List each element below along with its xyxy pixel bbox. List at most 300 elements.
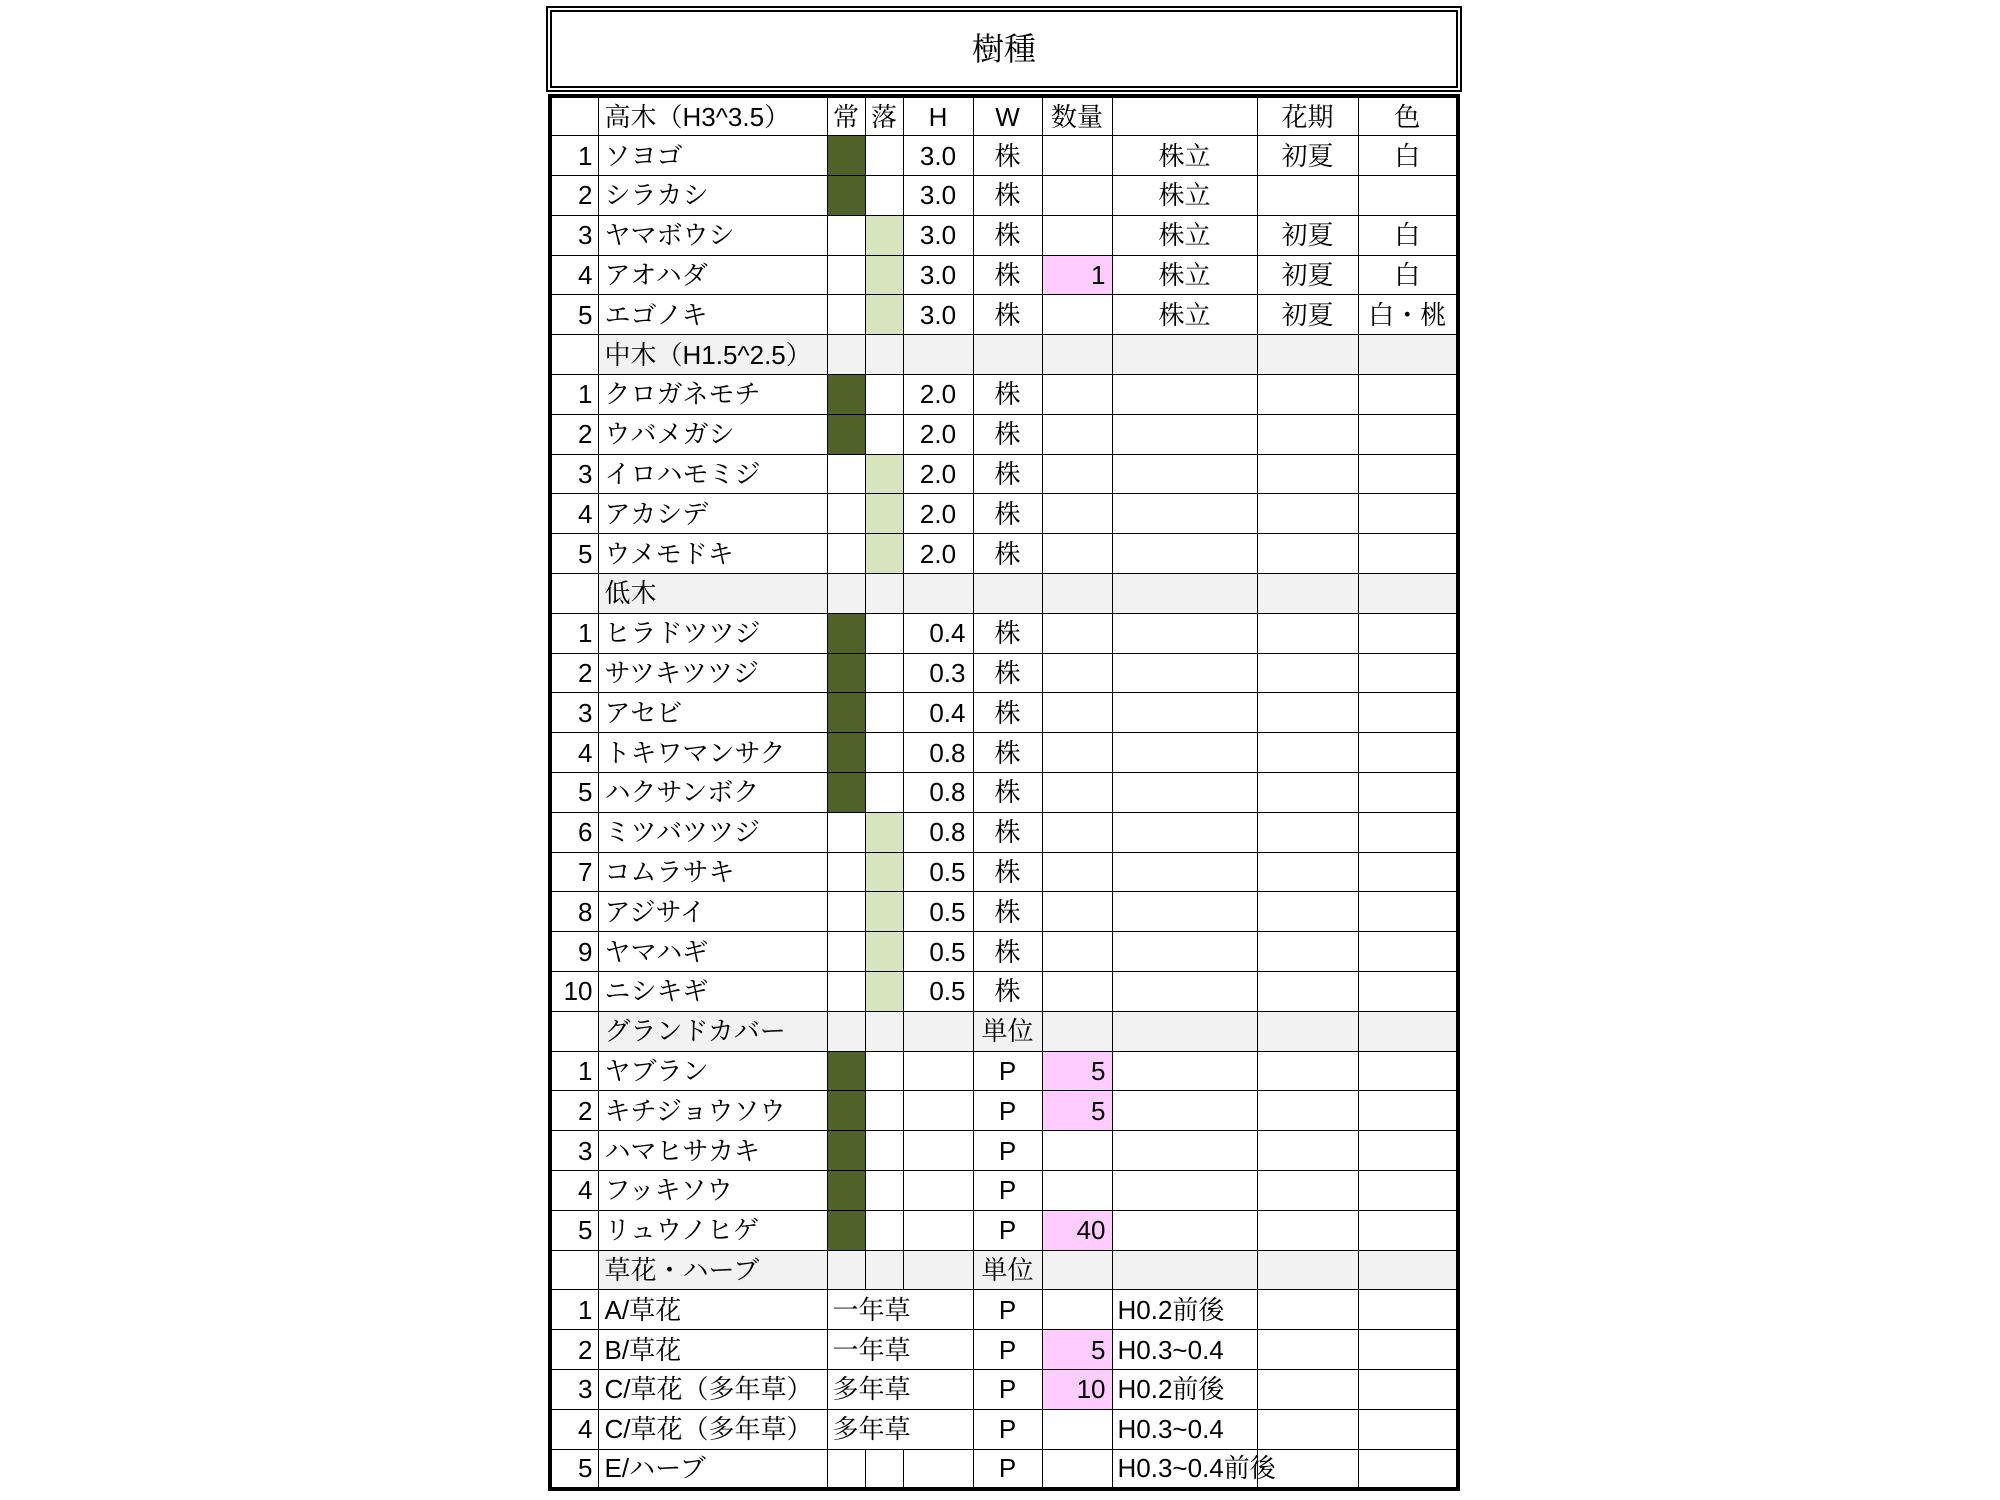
unit-cell: 株 bbox=[973, 454, 1042, 494]
quantity-cell bbox=[1042, 1409, 1112, 1449]
bloom-season-cell bbox=[1257, 1131, 1358, 1171]
flower-color-cell bbox=[1358, 534, 1458, 574]
table-row bbox=[550, 1131, 1458, 1171]
flower-color-cell bbox=[1358, 375, 1458, 415]
evergreen-mark bbox=[827, 1051, 865, 1091]
evergreen-header bbox=[827, 1011, 865, 1051]
deciduous-mark bbox=[865, 613, 903, 653]
row-number: 1 bbox=[550, 136, 598, 176]
form-header bbox=[1112, 574, 1257, 614]
deciduous-mark bbox=[865, 1449, 903, 1489]
table-row bbox=[550, 812, 1458, 852]
plant-name: サツキツツジ bbox=[598, 653, 827, 693]
sheet-title: 樹種 bbox=[971, 31, 1036, 67]
table-row bbox=[550, 892, 1458, 932]
deciduous-header bbox=[865, 574, 903, 614]
unit-cell: P bbox=[973, 1171, 1042, 1211]
flower-color-header: 色 bbox=[1358, 96, 1458, 136]
bloom-season-cell bbox=[1257, 1091, 1358, 1131]
table-row bbox=[550, 1290, 1458, 1330]
plant-name: リュウノヒゲ bbox=[598, 1210, 827, 1250]
flower-color-header bbox=[1358, 1011, 1458, 1051]
quantity-header bbox=[1042, 1250, 1112, 1290]
row-number: 9 bbox=[550, 932, 598, 972]
evergreen-mark bbox=[827, 1210, 865, 1250]
plant-name: ウメモドキ bbox=[598, 534, 827, 574]
deciduous-mark bbox=[865, 773, 903, 813]
height-cell: 3.0 bbox=[903, 176, 973, 216]
section-header-row bbox=[550, 1250, 1458, 1290]
height-cell: 0.5 bbox=[903, 892, 973, 932]
header-number-cell bbox=[550, 96, 598, 136]
bloom-season-cell bbox=[1257, 1051, 1358, 1091]
row-number: 5 bbox=[550, 773, 598, 813]
height-cell: 2.0 bbox=[903, 454, 973, 494]
evergreen-mark bbox=[827, 852, 865, 892]
plant-name: キチジョウソウ bbox=[598, 1091, 827, 1131]
bloom-season-cell: 初夏 bbox=[1257, 136, 1358, 176]
row-number: 7 bbox=[550, 852, 598, 892]
flower-color-cell bbox=[1358, 972, 1458, 1012]
form-cell: 株立 bbox=[1112, 215, 1257, 255]
table-row bbox=[550, 773, 1458, 813]
unit-cell: P bbox=[973, 1449, 1042, 1489]
deciduous-mark bbox=[865, 454, 903, 494]
flower-color-cell bbox=[1358, 1449, 1458, 1489]
table-row bbox=[550, 255, 1458, 295]
evergreen-header bbox=[827, 1250, 865, 1290]
unit-cell: 株 bbox=[973, 494, 1042, 534]
quantity-cell bbox=[1042, 812, 1112, 852]
deciduous-mark bbox=[865, 1210, 903, 1250]
bloom-season-cell bbox=[1257, 852, 1358, 892]
unit-cell: 株 bbox=[973, 852, 1042, 892]
deciduous-mark bbox=[865, 812, 903, 852]
section-label: 草花・ハーブ bbox=[598, 1250, 827, 1290]
evergreen-mark bbox=[827, 1091, 865, 1131]
unit-cell: P bbox=[973, 1409, 1042, 1449]
table-row bbox=[550, 653, 1458, 693]
table-row bbox=[550, 972, 1458, 1012]
quantity-header bbox=[1042, 1011, 1112, 1051]
height-cell: 3.0 bbox=[903, 295, 973, 335]
header-number-cell bbox=[550, 335, 598, 375]
bloom-season-cell bbox=[1257, 812, 1358, 852]
height-cell bbox=[903, 1171, 973, 1211]
evergreen-mark bbox=[827, 1449, 865, 1489]
plant-name: ヤマボウシ bbox=[598, 215, 827, 255]
row-number: 3 bbox=[550, 215, 598, 255]
unit-cell: P bbox=[973, 1290, 1042, 1330]
bloom-season-cell bbox=[1257, 972, 1358, 1012]
bloom-season-cell bbox=[1257, 1409, 1358, 1449]
form-cell bbox=[1112, 1131, 1257, 1171]
flower-color-cell bbox=[1358, 1210, 1458, 1250]
form-header bbox=[1112, 96, 1257, 136]
flower-color-cell bbox=[1358, 1330, 1458, 1370]
deciduous-mark bbox=[865, 1051, 903, 1091]
row-number: 4 bbox=[550, 1171, 598, 1211]
quantity-cell: 1 bbox=[1042, 255, 1112, 295]
header-number-cell bbox=[550, 574, 598, 614]
quantity-cell: 40 bbox=[1042, 1210, 1112, 1250]
row-number: 1 bbox=[550, 613, 598, 653]
evergreen-mark bbox=[827, 494, 865, 534]
flower-color-cell bbox=[1358, 1091, 1458, 1131]
table-row bbox=[550, 454, 1458, 494]
flower-color-cell: 白 bbox=[1358, 136, 1458, 176]
evergreen-mark bbox=[827, 693, 865, 733]
bloom-season-cell bbox=[1257, 454, 1358, 494]
unit-header bbox=[973, 574, 1042, 614]
unit-cell: 株 bbox=[973, 972, 1042, 1012]
deciduous-header bbox=[865, 1011, 903, 1051]
form-cell bbox=[1112, 454, 1257, 494]
flower-color-header bbox=[1358, 1250, 1458, 1290]
bloom-season-cell bbox=[1257, 494, 1358, 534]
form-cell bbox=[1112, 375, 1257, 415]
deciduous-mark bbox=[865, 693, 903, 733]
row-number: 2 bbox=[550, 653, 598, 693]
bloom-season-cell bbox=[1257, 1330, 1358, 1370]
quantity-cell: 5 bbox=[1042, 1330, 1112, 1370]
table-row bbox=[550, 1449, 1458, 1489]
form-cell bbox=[1112, 812, 1257, 852]
flower-color-cell bbox=[1358, 1051, 1458, 1091]
deciduous-mark bbox=[865, 136, 903, 176]
quantity-cell bbox=[1042, 1290, 1112, 1330]
table-row bbox=[550, 932, 1458, 972]
quantity-cell: 5 bbox=[1042, 1091, 1112, 1131]
bloom-season-header bbox=[1257, 335, 1358, 375]
deciduous-mark bbox=[865, 852, 903, 892]
plant-name: A/草花 bbox=[598, 1290, 827, 1330]
row-number: 6 bbox=[550, 812, 598, 852]
row-number: 5 bbox=[550, 295, 598, 335]
form-cell: 株立 bbox=[1112, 255, 1257, 295]
unit-cell: P bbox=[973, 1131, 1042, 1171]
flower-color-cell bbox=[1358, 414, 1458, 454]
bloom-season-header bbox=[1257, 574, 1358, 614]
flower-color-cell bbox=[1358, 1409, 1458, 1449]
table-row bbox=[550, 613, 1458, 653]
evergreen-mark bbox=[827, 653, 865, 693]
unit-cell: 株 bbox=[973, 613, 1042, 653]
evergreen-mark bbox=[827, 534, 865, 574]
height-cell bbox=[903, 1091, 973, 1131]
row-number: 3 bbox=[550, 1370, 598, 1410]
quantity-cell bbox=[1042, 534, 1112, 574]
deciduous-mark bbox=[865, 972, 903, 1012]
unit-cell: 株 bbox=[973, 295, 1042, 335]
quantity-cell bbox=[1042, 733, 1112, 773]
form-cell bbox=[1112, 653, 1257, 693]
unit-cell: 株 bbox=[973, 215, 1042, 255]
plant-name: トキワマンサク bbox=[598, 733, 827, 773]
flower-color-cell bbox=[1358, 932, 1458, 972]
table-row bbox=[550, 494, 1458, 534]
plant-name: C/草花（多年草） bbox=[598, 1409, 827, 1449]
plant-name: ヤブラン bbox=[598, 1051, 827, 1091]
row-number: 8 bbox=[550, 892, 598, 932]
evergreen-mark bbox=[827, 414, 865, 454]
form-cell bbox=[1112, 534, 1257, 574]
bloom-season-cell bbox=[1257, 1171, 1358, 1211]
plant-name: アオハダ bbox=[598, 255, 827, 295]
evergreen-mark bbox=[827, 932, 865, 972]
flower-color-cell: 白 bbox=[1358, 255, 1458, 295]
height-cell: 0.5 bbox=[903, 972, 973, 1012]
table-row bbox=[550, 1051, 1458, 1091]
flower-color-cell bbox=[1358, 693, 1458, 733]
table-row bbox=[550, 733, 1458, 773]
plant-name: ハクサンボク bbox=[598, 773, 827, 813]
quantity-header: 数量 bbox=[1042, 96, 1112, 136]
deciduous-mark bbox=[865, 255, 903, 295]
flower-color-cell bbox=[1358, 1171, 1458, 1211]
deciduous-mark bbox=[865, 375, 903, 415]
row-number: 4 bbox=[550, 1409, 598, 1449]
form-cell bbox=[1112, 1171, 1257, 1211]
bloom-season-cell bbox=[1257, 932, 1358, 972]
unit-cell: 株 bbox=[973, 176, 1042, 216]
deciduous-mark bbox=[865, 1171, 903, 1211]
height-cell: 0.5 bbox=[903, 932, 973, 972]
bloom-season-cell: 初夏 bbox=[1257, 255, 1358, 295]
plant-name: イロハモミジ bbox=[598, 454, 827, 494]
height-cell: 0.3 bbox=[903, 653, 973, 693]
plant-name: ヒラドツツジ bbox=[598, 613, 827, 653]
table-row bbox=[550, 1409, 1458, 1449]
section-label: 低木 bbox=[598, 574, 827, 614]
form-header bbox=[1112, 335, 1257, 375]
quantity-cell bbox=[1042, 653, 1112, 693]
form-header bbox=[1112, 1011, 1257, 1051]
flower-color-cell bbox=[1358, 653, 1458, 693]
evergreen-mark bbox=[827, 613, 865, 653]
unit-cell: P bbox=[973, 1370, 1042, 1410]
table-row bbox=[550, 1091, 1458, 1131]
bloom-season-cell bbox=[1257, 653, 1358, 693]
header-number-cell bbox=[550, 1250, 598, 1290]
bloom-season-cell bbox=[1257, 1290, 1358, 1330]
bloom-season-cell bbox=[1257, 176, 1358, 216]
height-cell bbox=[903, 1449, 973, 1489]
note-cell: H0.3~0.4 bbox=[1112, 1409, 1257, 1449]
table-row bbox=[550, 375, 1458, 415]
bloom-season-cell bbox=[1257, 375, 1358, 415]
height-cell: 0.4 bbox=[903, 613, 973, 653]
plant-name: コムラサキ bbox=[598, 852, 827, 892]
quantity-cell bbox=[1042, 892, 1112, 932]
form-cell: 株立 bbox=[1112, 176, 1257, 216]
quantity-cell bbox=[1042, 613, 1112, 653]
bloom-season-cell bbox=[1257, 693, 1358, 733]
bloom-season-cell: 初夏 bbox=[1257, 295, 1358, 335]
plant-kind-cell: 多年草 bbox=[827, 1370, 973, 1410]
bloom-season-cell bbox=[1257, 534, 1358, 574]
unit-header: 単位 bbox=[973, 1011, 1042, 1051]
plant-kind-cell: 一年草 bbox=[827, 1290, 973, 1330]
plant-name: シラカシ bbox=[598, 176, 827, 216]
sheet-title-box bbox=[546, 6, 1462, 92]
bloom-season-cell bbox=[1257, 733, 1358, 773]
flower-color-cell bbox=[1358, 892, 1458, 932]
evergreen-mark bbox=[827, 136, 865, 176]
header-number-cell bbox=[550, 1011, 598, 1051]
plant-name: B/草花 bbox=[598, 1330, 827, 1370]
plant-name: E/ハーブ bbox=[598, 1449, 827, 1489]
note-cell: H0.3~0.4前後 bbox=[1112, 1449, 1257, 1489]
deciduous-mark bbox=[865, 733, 903, 773]
unit-cell: 株 bbox=[973, 136, 1042, 176]
row-number: 5 bbox=[550, 1210, 598, 1250]
bloom-season-cell bbox=[1257, 414, 1358, 454]
form-cell: 株立 bbox=[1112, 295, 1257, 335]
unit-cell: P bbox=[973, 1210, 1042, 1250]
row-number: 2 bbox=[550, 1330, 598, 1370]
evergreen-mark bbox=[827, 773, 865, 813]
unit-header: W bbox=[973, 96, 1042, 136]
tree-species-table bbox=[548, 94, 1460, 1491]
row-number: 10 bbox=[550, 972, 598, 1012]
form-cell bbox=[1112, 892, 1257, 932]
row-number: 5 bbox=[550, 1449, 598, 1489]
form-cell bbox=[1112, 1091, 1257, 1131]
quantity-cell bbox=[1042, 693, 1112, 733]
row-number: 2 bbox=[550, 1091, 598, 1131]
evergreen-header: 常 bbox=[827, 96, 865, 136]
form-cell: 株立 bbox=[1112, 136, 1257, 176]
evergreen-mark bbox=[827, 295, 865, 335]
quantity-cell: 5 bbox=[1042, 1051, 1112, 1091]
height-cell: 3.0 bbox=[903, 215, 973, 255]
height-header bbox=[903, 1250, 973, 1290]
plant-name: クロガネモチ bbox=[598, 375, 827, 415]
plant-name: C/草花（多年草） bbox=[598, 1370, 827, 1410]
table-row bbox=[550, 852, 1458, 892]
flower-color-cell bbox=[1358, 1290, 1458, 1330]
unit-cell: 株 bbox=[973, 693, 1042, 733]
section-header-row bbox=[550, 1011, 1458, 1051]
plant-name: アセビ bbox=[598, 693, 827, 733]
height-cell bbox=[903, 1131, 973, 1171]
unit-cell: 株 bbox=[973, 375, 1042, 415]
section-label: 高木（H3^3.5） bbox=[598, 96, 827, 136]
quantity-header bbox=[1042, 335, 1112, 375]
unit-cell: P bbox=[973, 1330, 1042, 1370]
table-row bbox=[550, 176, 1458, 216]
row-number: 3 bbox=[550, 454, 598, 494]
unit-cell: P bbox=[973, 1051, 1042, 1091]
section-header-row bbox=[550, 335, 1458, 375]
form-cell bbox=[1112, 494, 1257, 534]
plant-name: ヤマハギ bbox=[598, 932, 827, 972]
evergreen-mark bbox=[827, 454, 865, 494]
table-row bbox=[550, 1210, 1458, 1250]
deciduous-mark bbox=[865, 892, 903, 932]
height-cell: 0.5 bbox=[903, 852, 973, 892]
height-header bbox=[903, 574, 973, 614]
table-row bbox=[550, 295, 1458, 335]
quantity-cell bbox=[1042, 215, 1112, 255]
form-cell bbox=[1112, 852, 1257, 892]
height-cell: 2.0 bbox=[903, 414, 973, 454]
flower-color-cell bbox=[1358, 613, 1458, 653]
table-row bbox=[550, 414, 1458, 454]
form-cell bbox=[1112, 972, 1257, 1012]
deciduous-header bbox=[865, 1250, 903, 1290]
bloom-season-header bbox=[1257, 1011, 1358, 1051]
evergreen-mark bbox=[827, 176, 865, 216]
plant-name: ウバメガシ bbox=[598, 414, 827, 454]
quantity-cell bbox=[1042, 375, 1112, 415]
quantity-cell bbox=[1042, 414, 1112, 454]
deciduous-mark bbox=[865, 494, 903, 534]
quantity-cell bbox=[1042, 136, 1112, 176]
quantity-header bbox=[1042, 574, 1112, 614]
deciduous-mark bbox=[865, 295, 903, 335]
plant-name: ソヨゴ bbox=[598, 136, 827, 176]
flower-color-cell bbox=[1358, 733, 1458, 773]
table-row bbox=[550, 136, 1458, 176]
quantity-cell bbox=[1042, 852, 1112, 892]
form-cell bbox=[1112, 932, 1257, 972]
deciduous-mark bbox=[865, 215, 903, 255]
table-row bbox=[550, 693, 1458, 733]
height-cell: 3.0 bbox=[903, 255, 973, 295]
quantity-cell bbox=[1042, 932, 1112, 972]
form-cell bbox=[1112, 693, 1257, 733]
row-number: 1 bbox=[550, 1051, 598, 1091]
flower-color-cell: 白・桃 bbox=[1358, 295, 1458, 335]
quantity-cell bbox=[1042, 773, 1112, 813]
table-row bbox=[550, 215, 1458, 255]
table-row bbox=[550, 1330, 1458, 1370]
bloom-season-header: 花期 bbox=[1257, 96, 1358, 136]
height-cell: 2.0 bbox=[903, 375, 973, 415]
evergreen-mark bbox=[827, 375, 865, 415]
deciduous-mark bbox=[865, 653, 903, 693]
plant-kind-cell: 一年草 bbox=[827, 1330, 973, 1370]
height-header bbox=[903, 1011, 973, 1051]
height-cell bbox=[903, 1051, 973, 1091]
deciduous-mark bbox=[865, 1131, 903, 1171]
deciduous-mark bbox=[865, 414, 903, 454]
height-cell: 0.8 bbox=[903, 773, 973, 813]
plant-name: アジサイ bbox=[598, 892, 827, 932]
row-number: 1 bbox=[550, 375, 598, 415]
form-cell bbox=[1112, 773, 1257, 813]
height-cell: 2.0 bbox=[903, 494, 973, 534]
row-number: 3 bbox=[550, 1131, 598, 1171]
unit-cell: 株 bbox=[973, 892, 1042, 932]
evergreen-header bbox=[827, 574, 865, 614]
unit-cell: 株 bbox=[973, 414, 1042, 454]
evergreen-mark bbox=[827, 812, 865, 852]
note-cell: H0.2前後 bbox=[1112, 1290, 1257, 1330]
unit-cell: P bbox=[973, 1091, 1042, 1131]
evergreen-mark bbox=[827, 1131, 865, 1171]
flower-color-header bbox=[1358, 574, 1458, 614]
height-cell: 0.4 bbox=[903, 693, 973, 733]
flower-color-header bbox=[1358, 335, 1458, 375]
plant-name: アカシデ bbox=[598, 494, 827, 534]
row-number: 4 bbox=[550, 255, 598, 295]
unit-cell: 株 bbox=[973, 812, 1042, 852]
table-row bbox=[550, 534, 1458, 574]
bloom-season-cell: 初夏 bbox=[1257, 215, 1358, 255]
